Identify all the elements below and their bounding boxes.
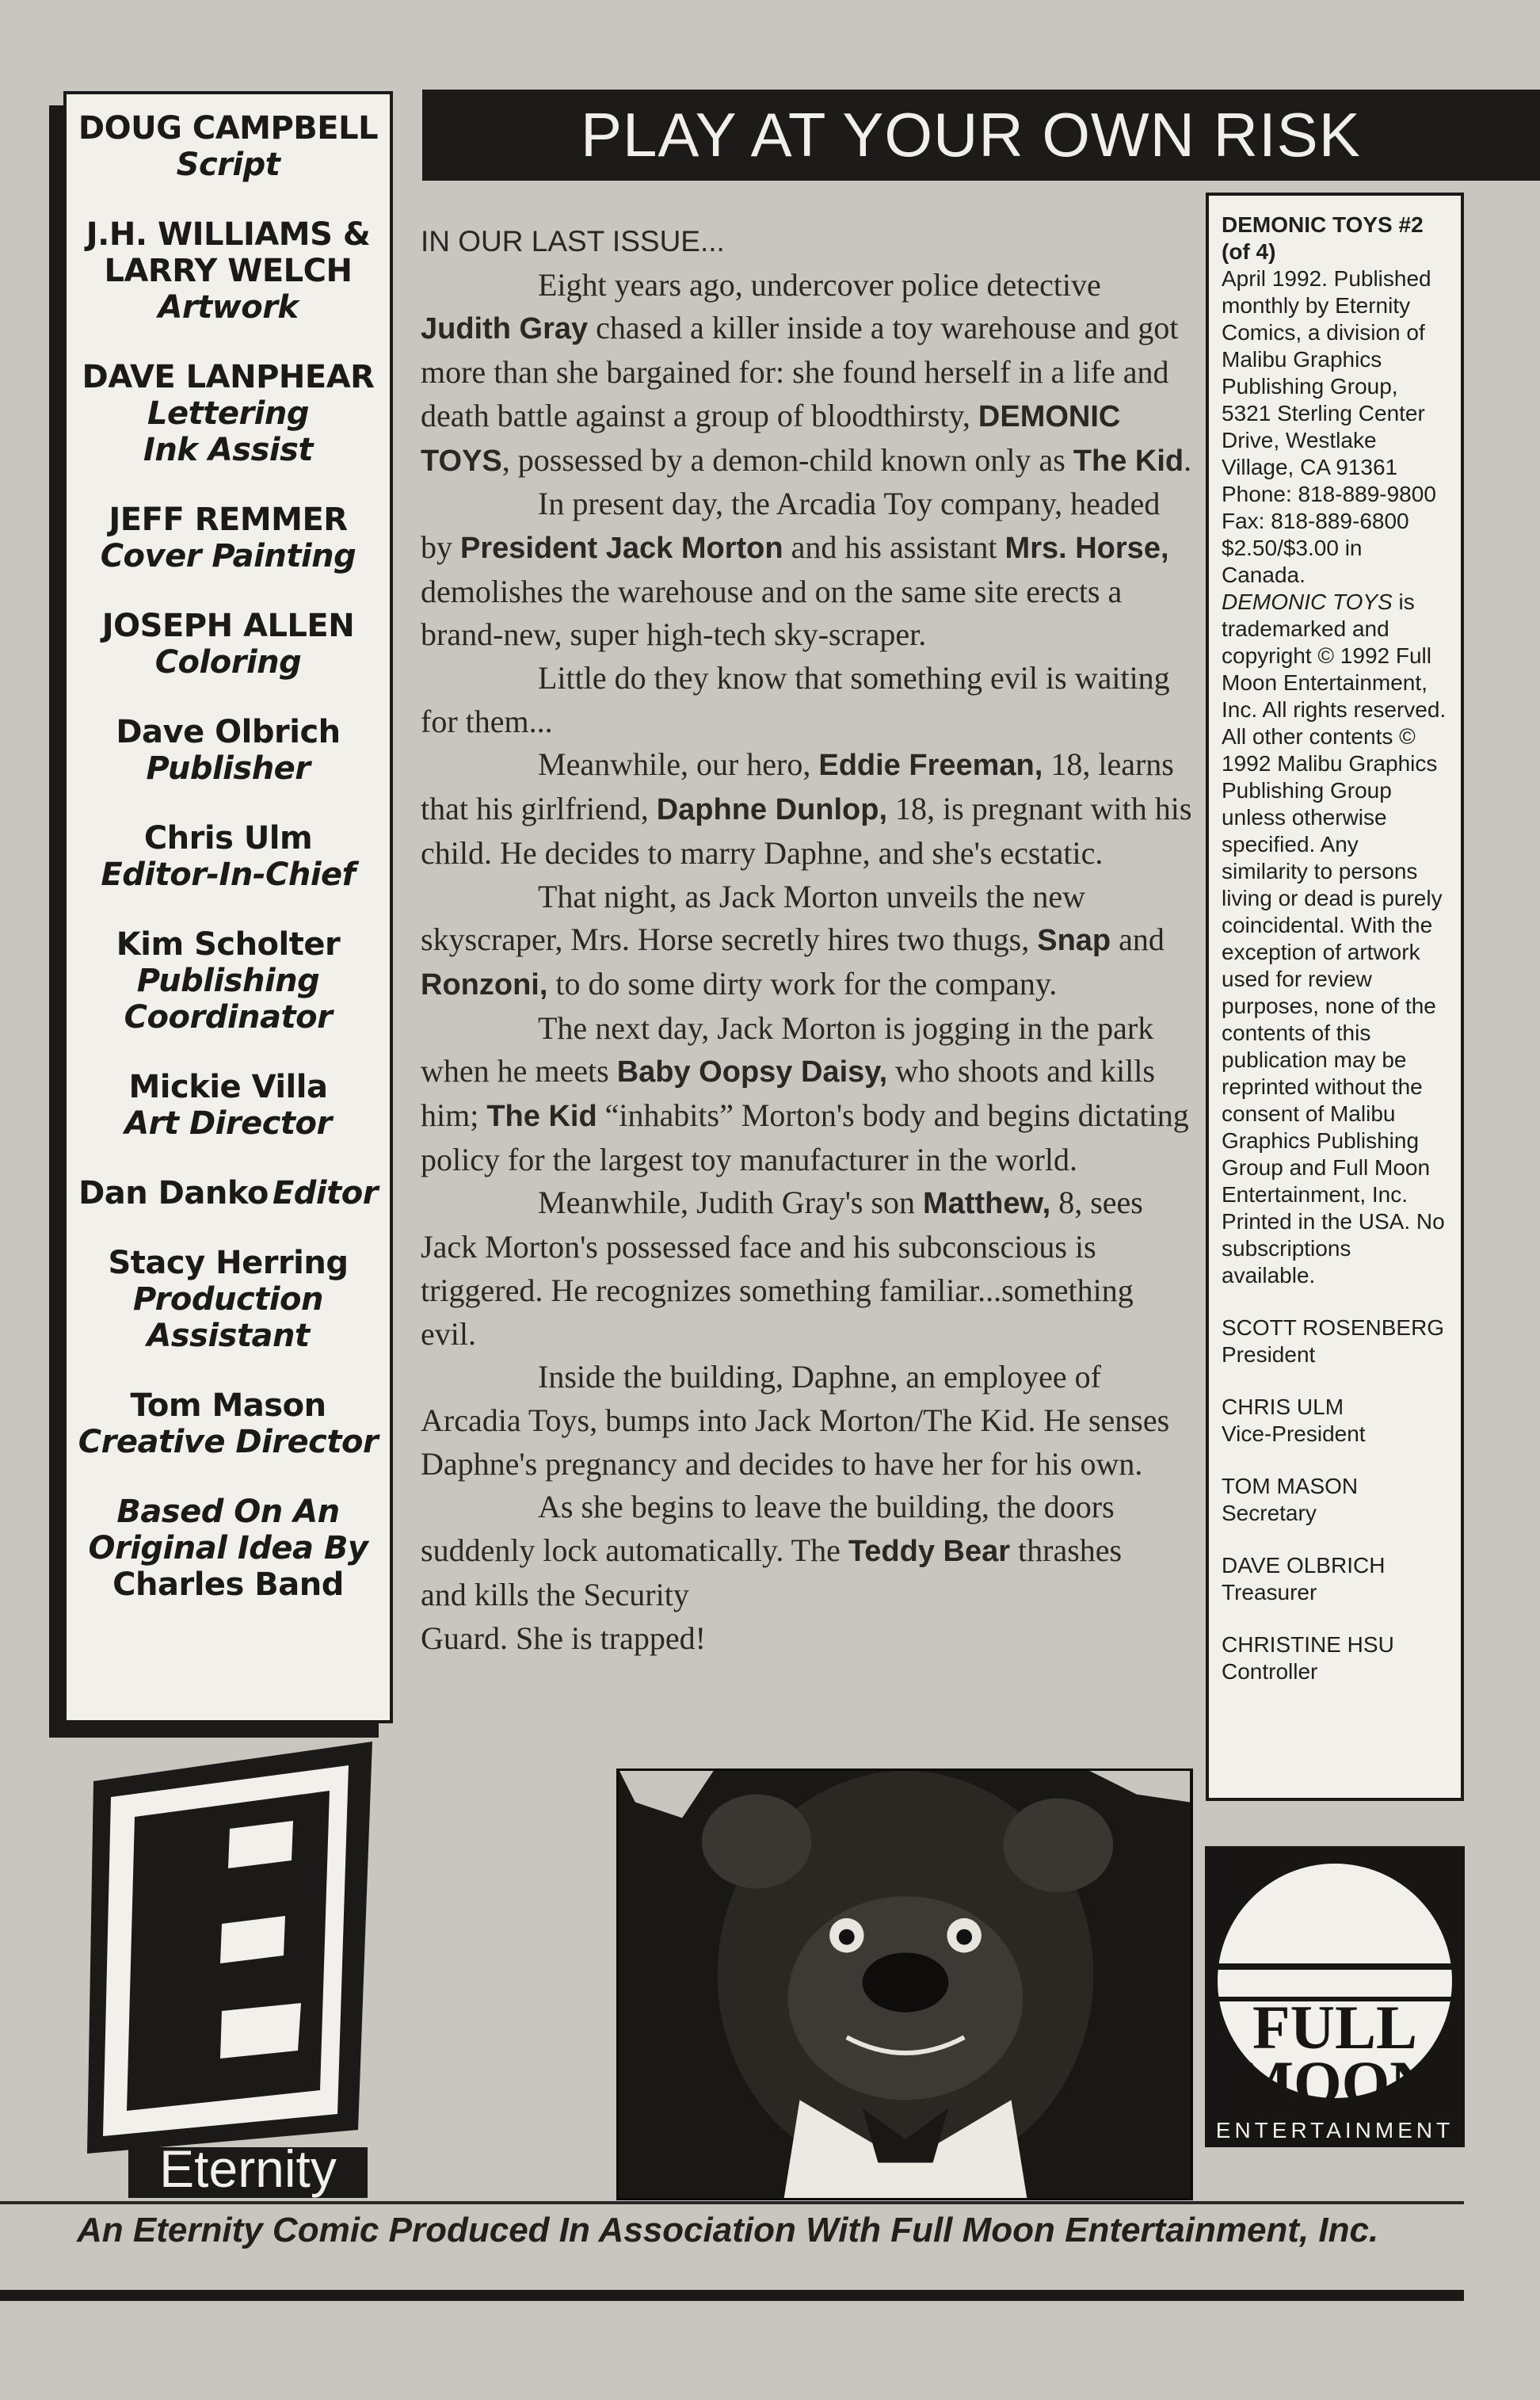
officer-title: President [1222, 1342, 1316, 1367]
story-paragraph: That night, as Jack Morton unveils the new skyscraper, Mrs. Horse secretly hires two thugs, Snap and Ronzoni, to do some dirty work for the company. [421, 878, 1165, 1002]
officer-entry [1222, 1473, 1450, 1527]
officer-entry [1222, 1552, 1450, 1606]
issue-title: DEMONIC TOYS #2 (of 4) [1222, 212, 1424, 264]
eternity-wordmark: Eternity [159, 2139, 337, 2198]
credit-entry [76, 1069, 380, 1142]
credit-role: Editor-In-Chief [101, 857, 356, 893]
credit-name: J.H. WILLIAMS & LARRY WELCH [86, 216, 371, 289]
credit-name: Dave Olbrich [116, 714, 341, 750]
officer-name: SCOTT ROSENBERG [1222, 1315, 1445, 1340]
credit-role: Creative Director [78, 1424, 379, 1460]
credit-role: Based On An Original Idea By [88, 1494, 368, 1566]
credit-name: Mickie Villa [128, 1069, 328, 1105]
officer-title: Vice-President [1222, 1421, 1366, 1446]
credit-entry [76, 110, 380, 183]
credit-entry [76, 1175, 380, 1211]
banner-title: PLAY AT YOUR OWN RISK [581, 100, 1361, 170]
teddy-bear-illustration [616, 1769, 1193, 2200]
full-moon-wordmark-line1: FULL [1252, 1993, 1418, 2062]
credits-panel [63, 91, 393, 1723]
officer-name: CHRIS ULM [1222, 1395, 1344, 1419]
story-paragraph: Eight years ago, undercover police detective Judith Gray chased a killer inside a toy warehouse and got more than she bargained for: she found herself in a life and death battle against a group of bloodthirsty, DEMONIC TOYS, possessed by a demon-child known only as The Kid. [421, 266, 1192, 478]
credit-name: Tom Mason [130, 1387, 326, 1424]
credit-name: Stacy Herring [108, 1245, 349, 1281]
officer-title: Treasurer [1222, 1580, 1317, 1604]
officer-entry [1222, 1394, 1450, 1448]
full-moon-subtitle: ENTERTAINMENT [1215, 2118, 1454, 2142]
credit-entry [76, 714, 380, 787]
credit-role: Production Assistant [133, 1281, 323, 1354]
footer-credit: An Eternity Comic Produced In Association With Full Moon Entertainment, Inc. [77, 2211, 1379, 2249]
credit-entry [76, 1494, 380, 1603]
credit-name: JOSEPH ALLEN [101, 608, 355, 644]
officer-name: CHRISTINE HSU [1222, 1632, 1394, 1657]
story-paragraph: Little do they know that something evil is waiting for them... [421, 660, 1170, 739]
officer-entry [1222, 1631, 1450, 1685]
credit-role: Cover Painting [100, 538, 356, 574]
credit-role: Publisher [146, 750, 311, 787]
story-highlight: The Kid [1073, 444, 1184, 478]
story-highlight: Ronzoni, [421, 967, 548, 1002]
credit-entry [76, 359, 380, 468]
story-paragraph: Meanwhile, Judith Gray's son Matthew, 8, sees Jack Morton's possessed face and his subconscious is triggered. He recognizes something familiar...something evil. [421, 1185, 1143, 1352]
credit-name: DAVE LANPHEAR [82, 359, 375, 395]
credit-role: Editor [272, 1175, 378, 1211]
story-highlight: The Kid [486, 1100, 597, 1134]
credit-name: DOUG CAMPBELL [78, 110, 379, 147]
header-banner [422, 90, 1540, 181]
story-highlight: DEMONIC TOYS [421, 399, 1121, 478]
credit-entry [76, 926, 380, 1036]
credit-name: Chris Ulm [143, 820, 313, 857]
footer-rule-bottom [0, 2290, 1464, 2301]
story-paragraph: Inside the building, Daphne, an employee of Arcadia Toys, bumps into Jack Morton/The Kid. He senses Daphne's pregnancy and decides to have her for his own. [421, 1359, 1170, 1482]
credit-entry [76, 608, 380, 681]
credit-name: Kim Scholter [116, 926, 341, 963]
credit-role: Art Director [124, 1105, 332, 1142]
credit-role: Artwork [158, 289, 299, 326]
story-intro: IN OUR LAST ISSUE... [421, 225, 725, 258]
story-highlight: Teddy Bear [848, 1535, 1011, 1569]
story-highlight: Judith Gray [421, 312, 589, 346]
story-highlight: Mrs. Horse, [1004, 531, 1169, 565]
story-highlight: Baby Oopsy Daisy, [616, 1055, 888, 1089]
story-paragraph: The next day, Jack Morton is jogging in the park when he meets Baby Oopsy Daisy, who shoots and kills him; The Kid “inhabits” Morton's body and begins dictating policy for the largest toy manufacturer in the world. [421, 1009, 1189, 1177]
full-moon-logo [1205, 1846, 1465, 2147]
credit-name: Charles Band [112, 1566, 344, 1603]
fax-number: Fax: 818-889-6800 [1222, 509, 1409, 533]
officers-list [1222, 1314, 1450, 1685]
story-paragraph-tail: and kills the Security Guard. She is trapped! [421, 1576, 706, 1656]
copyright-notice: DEMONIC TOYS is trademarked and copyright © 1992 Full Moon Entertainment, Inc. All rights reserved. All other contents © 1992 Malibu Graphics Publishing Group unless otherwise specified. Any similarity to persons living or dead is purely coincidental. With the exception of artwork used for review purposes, none of the contents of this publication may be reprinted without the consent of Malibu Graphics Publishing Group and Full Moon Entertainment, Inc. Printed in the USA. No subscriptions available. [1222, 590, 1447, 1288]
credit-role: Lettering Ink Assist [143, 395, 314, 468]
full-moon-wordmark-line2: MOON [1235, 2048, 1435, 2117]
credit-role: Script [176, 147, 280, 183]
credit-name: JEFF REMMER [109, 502, 348, 538]
credit-entry [76, 1245, 380, 1354]
credit-entry [76, 502, 380, 574]
phone-number: Phone: 818-889-9800 [1222, 482, 1436, 506]
officer-name: TOM MASON [1222, 1474, 1359, 1498]
story-paragraph: As she begins to leave the building, the doors suddenly lock automatically. The Teddy Bear thrashes [421, 1489, 1123, 1569]
story-highlight: President Jack Morton [460, 531, 783, 565]
publication-info [1206, 193, 1464, 1801]
officer-title: Controller [1222, 1659, 1318, 1684]
story-highlight: Matthew, [923, 1187, 1051, 1221]
story-paragraph: Meanwhile, our hero, Eddie Freeman, 18, learns that his girlfriend, Daphne Dunlop, 18, is pregnant with his child. He decides to marry Daphne, and she's ecstatic. [421, 746, 1192, 871]
publisher-info: April 1992. Published monthly by Eternity Comics, a division of Malibu Graphics Publishing Group, 5321 Sterling Center Drive, Westlake Village, CA 91361 [1222, 266, 1431, 479]
story-highlight: Snap [1037, 924, 1111, 958]
officer-title: Secretary [1222, 1501, 1317, 1525]
price: $2.50/$3.00 in Canada. [1222, 536, 1363, 587]
story-highlight: Daphne Dunlop, [656, 793, 888, 827]
officer-entry [1222, 1314, 1450, 1368]
footer-rule-top [0, 2201, 1464, 2204]
officer-name: DAVE OLBRICH [1222, 1553, 1386, 1578]
credit-entry [76, 216, 380, 326]
credit-entry [76, 820, 380, 893]
credit-role: Publishing Coordinator [124, 963, 333, 1036]
eternity-logo [79, 1742, 380, 2198]
story-recap [421, 220, 1193, 1660]
story-highlight: Eddie Freeman, [818, 749, 1043, 783]
credit-name: Dan Danko [78, 1175, 269, 1211]
story-paragraph: In present day, the Arcadia Toy company, headed by President Jack Morton and his assistant Mrs. Horse, demolishes the warehouse and on the same site erects a brand-new, super high-tech sky-scraper. [421, 486, 1169, 653]
credit-entry [76, 1387, 380, 1460]
credit-role: Coloring [154, 644, 302, 681]
